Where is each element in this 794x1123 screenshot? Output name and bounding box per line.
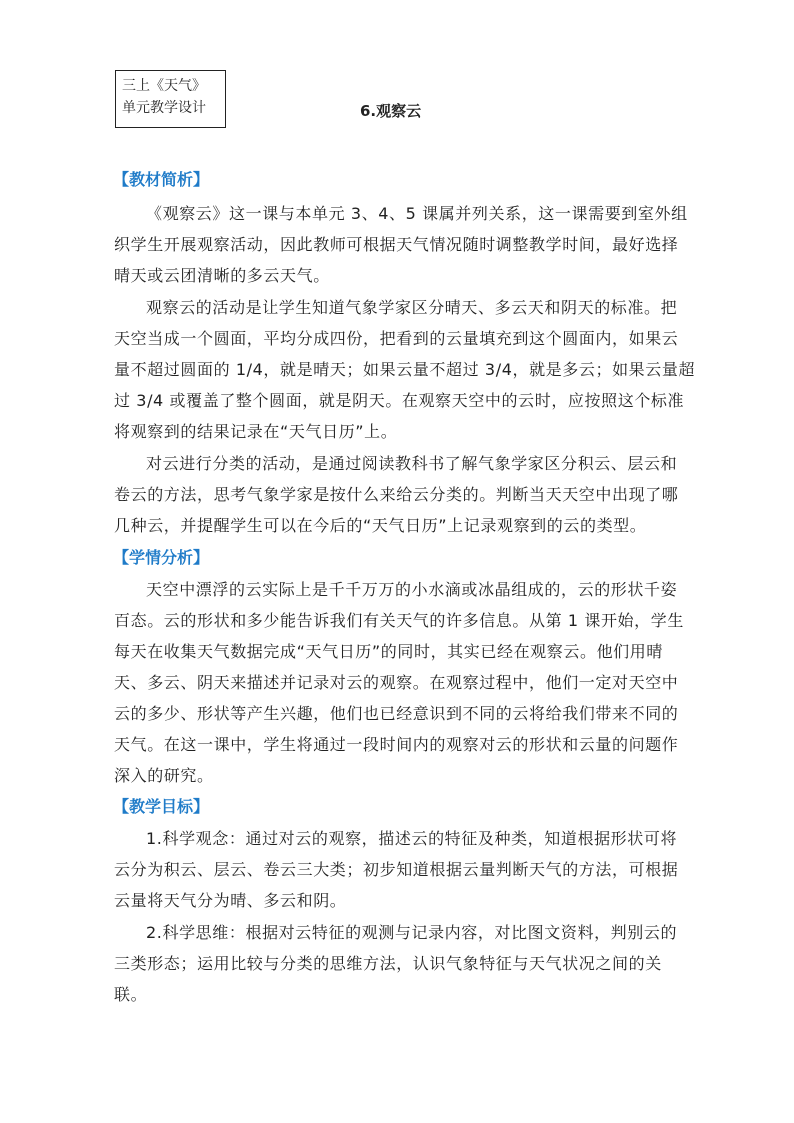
paragraph-line: 天空中漂浮的云实际上是千千万万的小水滴或冰晶组成的，云的形状千姿 (146, 580, 678, 599)
section-heading-teaching-goals: 【教学目标】 (113, 797, 210, 816)
unit-label-line-2: 单元教学设计 (122, 100, 206, 116)
paragraph-line: 观察云的活动是让学生知道气象学家区分晴天、多云天和阴天的标准。把 (146, 298, 678, 317)
paragraph-line: 几种云，并提醒学生可以在今后的“天气日历”上记录观察到的云的类型。 (114, 516, 647, 535)
paragraph-line: 深入的研究。 (114, 766, 214, 785)
paragraph-line: 织学生开展观察活动，因此教师可根据天气情况随时调整教学时间，最好选择 (114, 235, 679, 254)
paragraph-line: 天空当成一个圆面，平均分成四份，把看到的云量填充到这个圆面内，如果云 (114, 329, 679, 348)
unit-label-line-1: 三上《天气》 (122, 78, 206, 94)
paragraph-line: 将观察到的结果记录在“天气日历”上。 (114, 422, 398, 441)
paragraph-line: 云分为积云、层云、卷云三大类；初步知道根据云量判断天气的方法，可根据 (114, 860, 679, 879)
unit-label-box (115, 70, 226, 128)
paragraph-line: 云的多少、形状等产生兴趣，他们也已经意识到不同的云将给我们带来不同的 (114, 704, 679, 723)
paragraph-line: 云量将天气分为晴、多云和阴。 (114, 891, 347, 910)
section-heading-learner-analysis: 【学情分析】 (113, 548, 210, 567)
paragraph-line: 卷云的方法，思考气象学家是按什么来给云分类的。判断当天天空中出现了哪 (114, 485, 679, 504)
paragraph-line: 2.科学思维：根据对云特征的观测与记录内容，对比图文资料，判别云的 (146, 923, 678, 942)
paragraph-line: 每天在收集天气数据完成“天气日历”的同时，其实已经在观察云。他们用晴 (114, 642, 663, 661)
paragraph-line: 过 3/4 或覆盖了整个圆面，就是阴天。在观察天空中的云时，应按照这个标准 (114, 391, 685, 410)
paragraph-line: 1.科学观念：通过对云的观察，描述云的特征及种类，知道根据形状可将 (146, 829, 678, 848)
lesson-title: 6.观察云 (360, 102, 422, 120)
paragraph-line: 量不超过圆面的 1/4，就是晴天；如果云量不超过 3/4，就是多云；如果云量超 (114, 360, 696, 379)
paragraph-line: 百态。云的形状和多少能告诉我们有关天气的许多信息。从第 1 课开始，学生 (114, 611, 684, 630)
paragraph-line: 对云进行分类的活动，是通过阅读教科书了解气象学家区分积云、层云和 (146, 454, 678, 473)
section-heading-textbook-analysis: 【教材简析】 (113, 170, 210, 189)
paragraph-line: 三类形态；运用比较与分类的思维方法，认识气象特征与天气状况之间的关 (114, 954, 662, 973)
paragraph-line: 天气。在这一课中，学生将通过一段时间内的观察对云的形状和云量的问题作 (114, 735, 679, 754)
paragraph-line: 晴天或云团清晰的多云天气。 (114, 266, 330, 285)
paragraph-line: 天、多云、阴天来描述并记录对云的观察。在观察过程中，他们一定对天空中 (114, 673, 679, 692)
paragraph-line: 联。 (114, 985, 148, 1004)
paragraph-line: 《观察云》这一课与本单元 3、4、5 课属并列关系，这一课需要到室外组 (146, 204, 688, 223)
